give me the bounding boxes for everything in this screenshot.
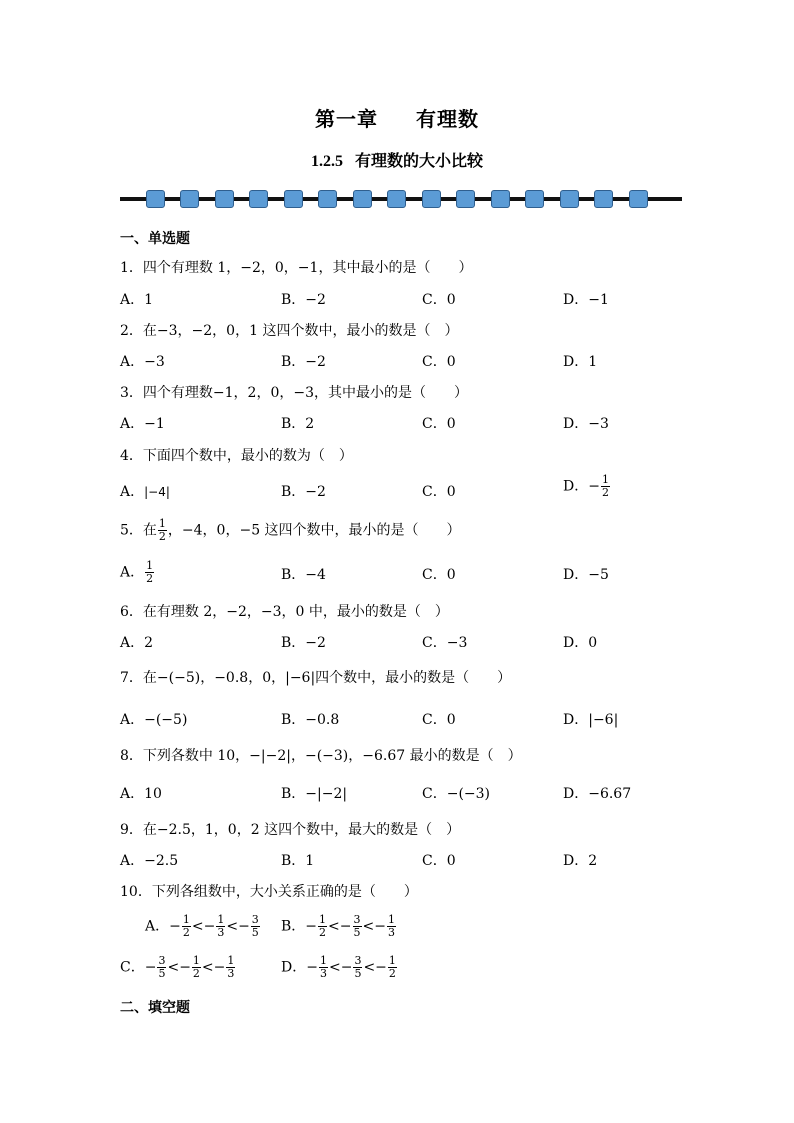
q9-option-d: D．2: [563, 853, 598, 869]
q4-option-a: A．|−4|: [120, 484, 170, 500]
question-8: 8．下列各数中 10，−|−2|，−(−3)，−6.67 最小的数是（ ）: [120, 748, 522, 764]
divider-block: [387, 190, 406, 208]
fraction: $\frac{1}{2}$: [388, 954, 396, 980]
q2-option-b: B．−2: [281, 354, 326, 370]
q5-option-c: C．0: [422, 567, 456, 583]
q2-option-d: D．1: [563, 354, 598, 370]
divider-block: [284, 190, 303, 208]
q10-option-b: B．− $\frac{1}{2}$ <− $\frac{3}{5}$ <− $\frac{1}{3}$: [281, 913, 395, 939]
fraction: $\frac{3}{5}$: [251, 913, 259, 939]
fraction: $\frac{1}{3}$: [227, 954, 235, 980]
question-9: 9．在−2.5，1，0，2 这四个数中，最大的数是（ ）: [120, 822, 461, 838]
divider-block: [146, 190, 165, 208]
divider-block: [560, 190, 579, 208]
q3-option-b: B．2: [281, 416, 315, 432]
q2-option-a: A．−3: [120, 354, 165, 370]
divider-block: [456, 190, 475, 208]
question-3: 3．四个有理数−1，2，0，−3，其中最小的是（ ）: [120, 385, 468, 401]
divider-block: [353, 190, 372, 208]
fraction: $\frac{1}{3}$: [319, 954, 327, 980]
fraction: $\frac{1}{2}$: [319, 913, 327, 939]
divider-block: [525, 190, 544, 208]
fraction: $\frac{1}{2}$: [192, 954, 200, 980]
question-5: 5．在 $\frac{1}{2}$ ，−4，0，−5 这四个数中，最小的是（ ）: [120, 517, 461, 543]
q4-option-d: D．− $\frac{1}{2}$: [563, 473, 609, 499]
q6-option-a: A．2: [120, 635, 154, 651]
q1-option-b: B．−2: [281, 292, 326, 308]
divider-block: [318, 190, 337, 208]
divider-block: [594, 190, 613, 208]
q3-option-c: C．0: [422, 416, 456, 432]
question-7: 7．在−(−5)，−0.8，0，|−6|四个数中，最小的数是（ ）: [120, 670, 512, 686]
q8-option-c: C．−(−3): [422, 786, 491, 802]
decorative-divider: [120, 190, 682, 210]
q7-option-d: D．|−6|: [563, 712, 619, 728]
part2-heading: 二、填空题: [120, 1000, 190, 1016]
q2-option-c: C．0: [422, 354, 456, 370]
q9-option-a: A．−2.5: [120, 853, 179, 869]
question-1: 1．四个有理数 1，−2，0，−1，其中最小的是（ ）: [120, 260, 473, 276]
q8-option-b: B．−|−2|: [281, 786, 348, 802]
q7-option-c: C．0: [422, 712, 456, 728]
q8-option-a: A．10: [120, 786, 162, 802]
divider-block: [629, 190, 648, 208]
fraction: $\frac{3}{5}$: [353, 913, 361, 939]
q5-option-a: A． $\frac{1}{2}$: [120, 559, 154, 585]
question-2: 2．在−3，−2，0，1 这四个数中，最小的数是（ ）: [120, 323, 459, 339]
q4-option-c: C．0: [422, 484, 456, 500]
q7-option-a: A．−(−5): [120, 712, 188, 728]
q8-option-d: D．−6.67: [563, 786, 632, 802]
question-6: 6．在有理数 2，−2，−3，0 中，最小的数是（ ）: [120, 604, 449, 620]
q1-option-c: C．0: [422, 292, 456, 308]
fraction: $\frac{3}{5}$: [158, 954, 166, 980]
fraction: $\frac{1}{2}$: [146, 559, 154, 585]
question-10: 10．下列各组数中，大小关系正确的是（ ）: [120, 884, 418, 900]
q3-option-d: D．−3: [563, 416, 609, 432]
fraction: $\frac{1}{2}$: [601, 473, 609, 499]
q1-option-a: A．1: [120, 292, 154, 308]
fraction: $\frac{1}{3}$: [217, 913, 225, 939]
fraction: $\frac{1}{2}$: [182, 913, 190, 939]
part1-heading: 一、单选题: [120, 231, 190, 247]
q5-option-d: D．−5: [563, 567, 609, 583]
q1-option-d: D．−1: [563, 292, 609, 308]
q10-option-c: C．− $\frac{3}{5}$ <− $\frac{1}{2}$ <− $\frac{1}{3}$: [120, 954, 235, 980]
fraction: $\frac{3}{5}$: [354, 954, 362, 980]
q10-option-a: A．− $\frac{1}{2}$ <− $\frac{1}{3}$ <− $\frac{3}{5}$: [145, 913, 259, 939]
fraction: $\frac{1}{2}$: [158, 517, 166, 543]
q5-option-b: B．−4: [281, 567, 326, 583]
q3-option-a: A．−1: [120, 416, 165, 432]
q6-option-c: C．−3: [422, 635, 468, 651]
question-4: 4．下面四个数中，最小的数为（ ）: [120, 448, 353, 464]
divider-block: [422, 190, 441, 208]
q10-option-d: D．− $\frac{1}{3}$ <− $\frac{3}{5}$ <− $\frac{1}{2}$: [281, 954, 396, 980]
divider-block: [491, 190, 510, 208]
chapter-title: 第一章 有理数: [315, 107, 479, 131]
q7-option-b: B．−0.8: [281, 712, 340, 728]
divider-block: [215, 190, 234, 208]
fraction: $\frac{1}{3}$: [387, 913, 395, 939]
q4-option-b: B．−2: [281, 484, 326, 500]
q6-option-d: D．0: [563, 635, 598, 651]
q6-option-b: B．−2: [281, 635, 326, 651]
section-title: 1.2.5 有理数的大小比较: [310, 151, 483, 170]
q9-option-b: B．1: [281, 853, 315, 869]
divider-block: [249, 190, 268, 208]
divider-block: [180, 190, 199, 208]
q9-option-c: C．0: [422, 853, 456, 869]
